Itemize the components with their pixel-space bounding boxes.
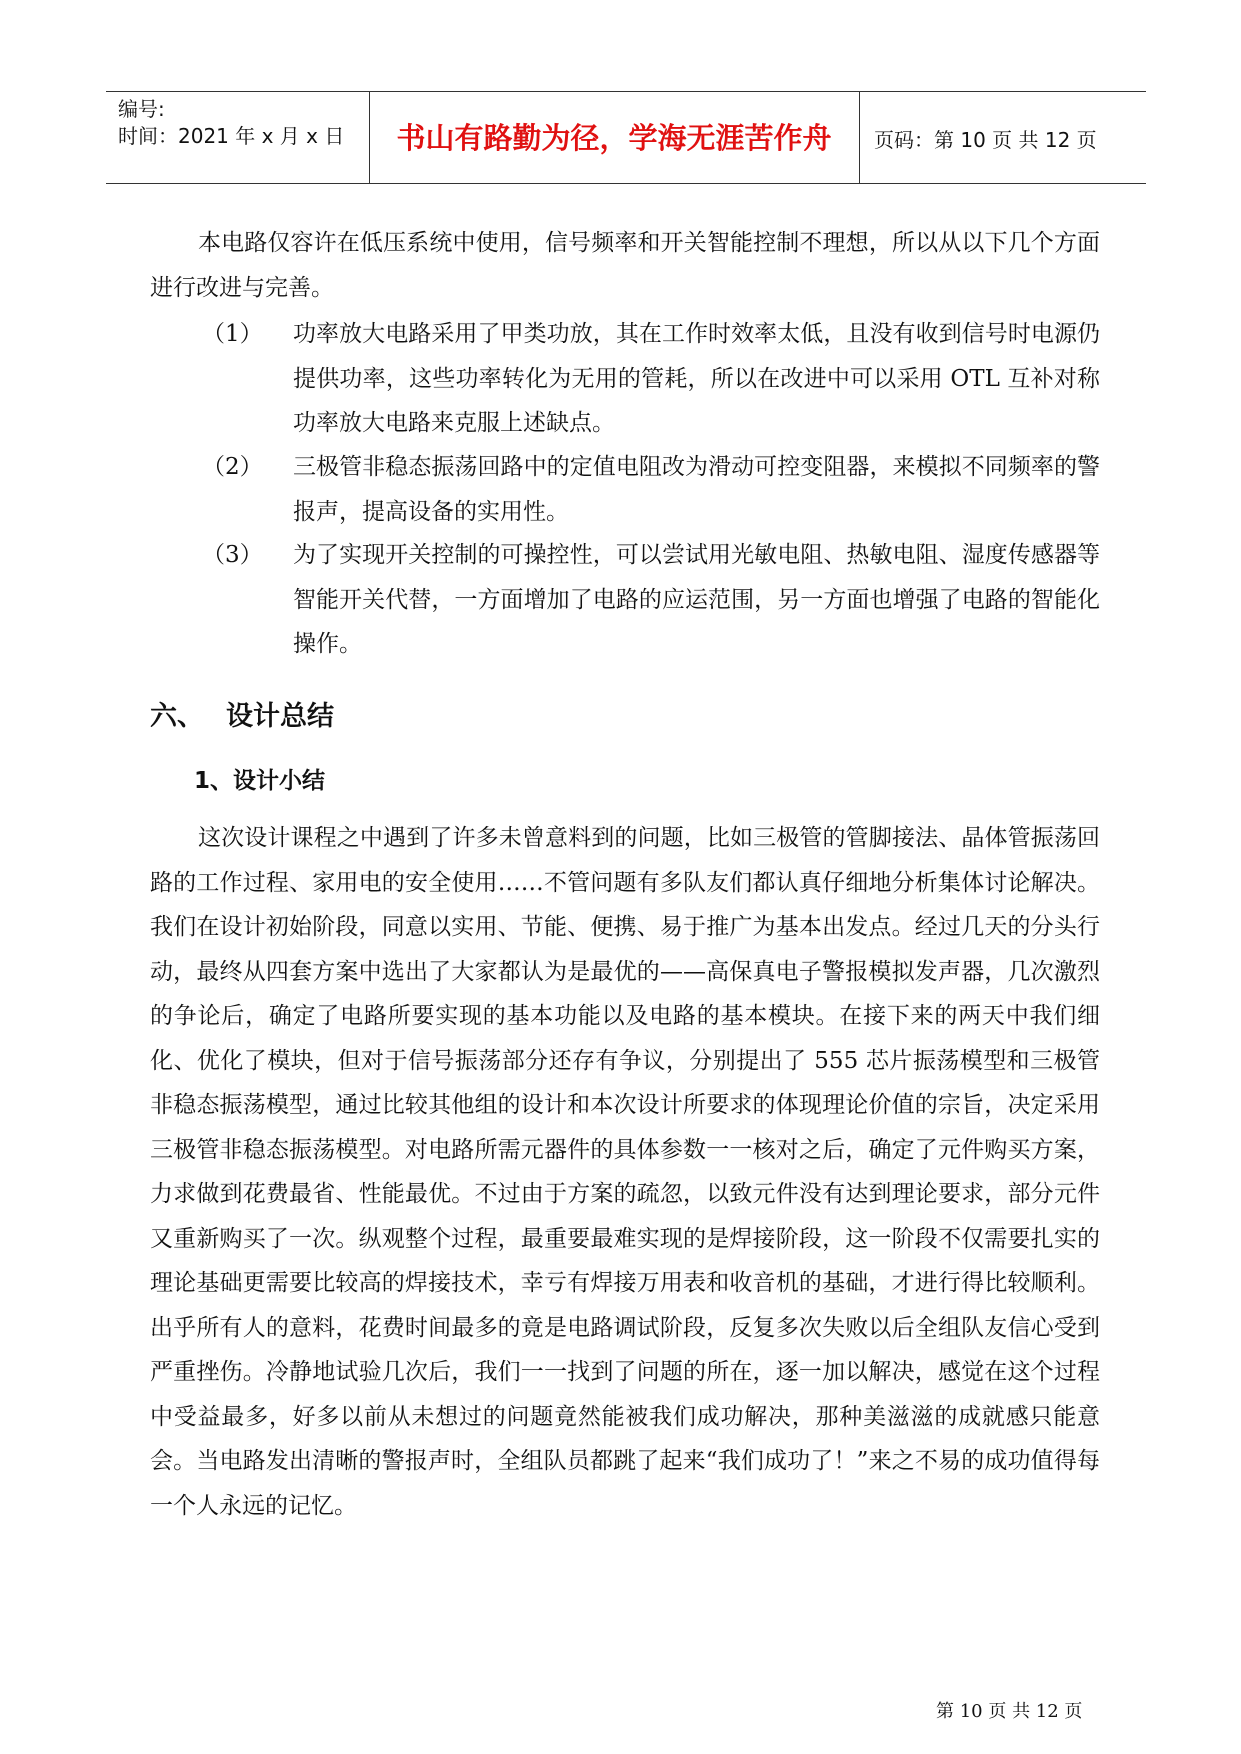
summary-paragraph: 这次设计课程之中遇到了许多未曾意料到的问题，比如三极管的管脚接法、晶体管振荡回路的工作过程、家用电的安全使用……不管问题有多队友们都认真仔细地分析集体讨论解决。我们在设计初始阶段，同意以实用、节能、便携、易于推广为基本出发点。经过几天的分头行动，最终从四套方案中选出了大家都认为是最优的——高保真电子警报模拟发声器，几次激烈的争论后，确定了电路所要实现的基本功能以及电路的基本模块。在接下来的两天中我们细化、优化了模块，但对于信号振荡部分还存有争议，分别提出了 555 芯片振荡模型和三极管非稳态振荡模型，通过比较其他组的设计和本次设计所要求的体现理论价值的宗旨，决定采用三极管非稳态振荡模型。对电路所需元器件的具体参数一一核对之后，确定了元件购买方案，力求做到花费最省、性能最优。不过由于方案的疏忽，以致元件没有达到理论要求，部分元件又重新购买了一次。纵观整个过程，最重要最难实现的是焊接阶段，这一阶段不仅需要扎实的理论基础更需要比较高的焊接技术，幸亏有焊接万用表和收音机的基础，才进行得比较顺利。出乎所有人的意料，花费时间最多的竟是电路调试阶段，反复多次失败以后全组队友信心受到严重挫伤。冷静地试验几次后，我们一一找到了问题的所在，逐一加以解决，感觉在这个过程中受益最多，好多以前从未想过的问题竟然能被我们成功解决，那种美滋滋的成就感只能意会。当电路发出清晰的警报声时，全组队员都跳了起来“我们成功了！”来之不易的成功值得每一个人永远的记忆。 xyxy=(150,825,1100,1519)
list-item-number: （3） xyxy=(202,542,263,568)
page-header xyxy=(106,91,1146,184)
list-item-text: 功率放大电路采用了甲类功放，其在工作时效率太低，且没有收到信号时电源仍提供功率，这些功率转化为无用的管耗，所以在改进中可以采用 OTL 互补对称功率放大电路来克服上述缺点。 xyxy=(293,321,1100,436)
list-item-text: 三极管非稳态振荡回路中的定值电阻改为滑动可控变阻器，来模拟不同频率的警报声，提高设备的实用性。 xyxy=(293,454,1100,525)
subsection-heading: 1、设计小结 xyxy=(194,768,326,794)
header-divider xyxy=(859,92,860,183)
page-footer: 第 10 页 共 12 页 xyxy=(936,1701,1083,1722)
list-item-text: 为了实现开关控制的可操控性，可以尝试用光敏电阻、热敏电阻、湿度传感器等智能开关代替，一方面增加了电路的应运范围，另一方面也增强了电路的智能化操作。 xyxy=(293,542,1100,657)
intro-paragraph: 本电路仅容许在低压系统中使用，信号频率和开关智能控制不理想，所以从以下几个方面进行改进与完善。 xyxy=(150,230,1100,301)
list-item-number: （1） xyxy=(202,321,263,347)
header-motto: 书山有路勤为径，学海无涯苦作舟 xyxy=(396,121,832,155)
section-number: 六、 xyxy=(150,701,204,732)
doc-number-label: 编号: xyxy=(118,97,165,121)
header-page-number: 页码：第 10 页 共 12 页 xyxy=(874,128,1097,152)
list-item-number: （2） xyxy=(202,454,263,480)
doc-time-label: 时间：2021 年 x 月 x 日 xyxy=(118,124,345,148)
section-title: 设计总结 xyxy=(226,701,334,732)
